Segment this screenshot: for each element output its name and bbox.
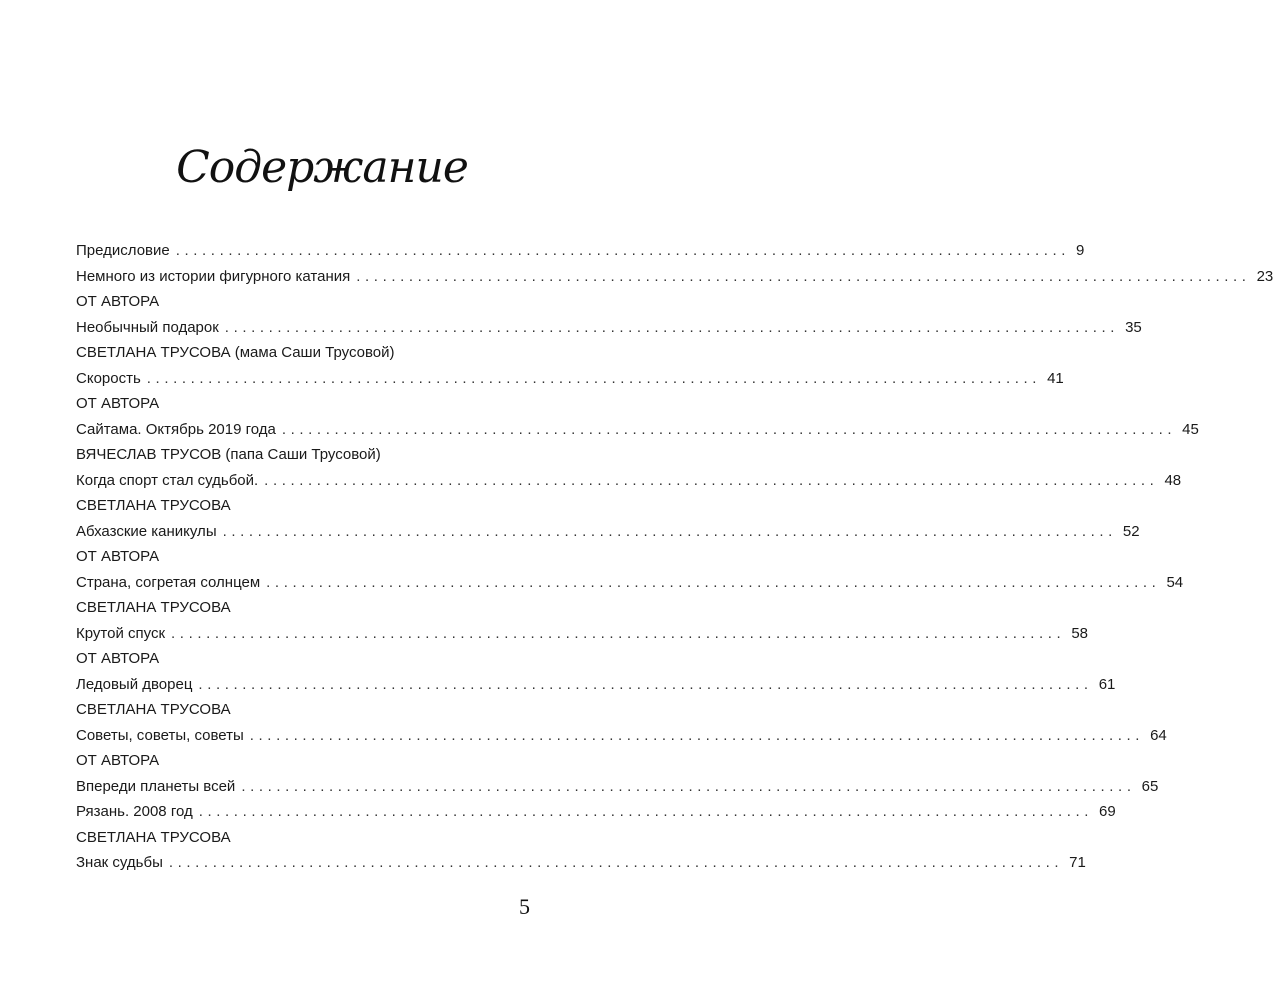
dot-leader: ...................................................................................................... <box>198 803 1094 820</box>
dot-leader: ...................................................................................................... <box>222 522 1117 540</box>
toc-entry[interactable] <box>76 315 1142 341</box>
toc-entry-title: Знак судьбы <box>76 854 163 871</box>
toc-entry-page: 58 <box>1071 624 1089 642</box>
dot-leader: ...................................................................................................... <box>249 726 1145 744</box>
toc-section <box>76 825 1086 876</box>
toc-section <box>76 544 1184 595</box>
toc-section <box>76 340 1064 391</box>
toc-entry-title: Сайтама. Октябрь 2019 года <box>76 420 276 438</box>
toc-section-heading: ОТ АВТОРА <box>76 395 160 412</box>
toc-entry[interactable] <box>76 468 1182 494</box>
dot-leader: ...................................................................................................... <box>224 318 1120 336</box>
toc-entry[interactable] <box>76 723 1167 749</box>
toc-entry[interactable] <box>76 264 1273 290</box>
toc-entry-title: Когда спорт стал судьбой. <box>76 471 259 489</box>
toc-entry-title: Советы, советы, советы <box>76 726 244 744</box>
toc-entry-title: Необычный подарок <box>76 318 219 336</box>
toc-section <box>76 646 1116 697</box>
page-number: 5 <box>519 894 530 919</box>
dot-leader: ...................................................................................................... <box>356 267 1251 285</box>
toc-section <box>76 595 1089 646</box>
toc-entry-title: Крутой спуск <box>76 624 166 642</box>
toc-entry-page: 65 <box>1141 777 1159 795</box>
toc-entry-title: Немного из истории фигурного катания <box>76 267 351 285</box>
toc-entry-page: 9 <box>1076 242 1085 259</box>
toc-entry[interactable] <box>76 850 1086 876</box>
dot-leader: ...................................................................................................... <box>168 854 1064 871</box>
toc-entry[interactable] <box>76 799 1116 825</box>
toc-section-heading: СВЕТЛАНА ТРУСОВА <box>76 828 231 846</box>
toc-section <box>76 748 1159 825</box>
toc-entry-title: Абхазские каникулы <box>76 522 217 540</box>
dot-leader: ...................................................................................................... <box>171 624 1066 642</box>
page-title: Содержание <box>176 142 468 193</box>
toc-section <box>76 289 1142 340</box>
toc-section-heading: СВЕТЛАНА ТРУСОВА <box>76 497 231 514</box>
toc-entry-page: 23 <box>1256 267 1273 285</box>
toc-section-heading: ВЯЧЕСЛАВ ТРУСОВ (папа Саши Трусовой) <box>76 446 381 463</box>
toc-section-heading: СВЕТЛАНА ТРУСОВА <box>76 701 231 718</box>
toc-section-heading: ОТ АВТОРА <box>76 650 160 667</box>
toc-entry-page: 45 <box>1182 420 1199 438</box>
toc-entry-page: 48 <box>1164 471 1182 489</box>
toc-section-heading: ОТ АВТОРА <box>76 293 160 310</box>
dot-leader: ...................................................................................................... <box>175 242 1071 259</box>
toc-section-heading: СВЕТЛАНА ТРУСОВА (мама Саши Трусовой) <box>76 344 395 361</box>
toc-entry-title: Рязань. 2008 год <box>76 803 193 820</box>
dot-leader: ...................................................................................................... <box>241 777 1136 795</box>
toc-entry-title: Ледовый дворец <box>76 675 193 693</box>
dot-leader: ...................................................................................................... <box>198 675 1093 693</box>
toc-entry[interactable] <box>76 417 1199 443</box>
dot-leader: ...................................................................................................... <box>264 471 1159 489</box>
toc-entry-title: Предисловие <box>76 242 170 259</box>
toc-section <box>76 238 1273 289</box>
toc-entry[interactable] <box>76 672 1116 698</box>
toc-section <box>76 493 1140 544</box>
toc-entry[interactable] <box>76 621 1089 647</box>
table-of-contents <box>76 238 1273 876</box>
toc-entry-title: Впереди планеты всей <box>76 777 236 795</box>
toc-entry[interactable] <box>76 519 1140 545</box>
toc-entry-page: 61 <box>1098 675 1116 693</box>
toc-section-heading: ОТ АВТОРА <box>76 752 160 769</box>
toc-entry-page: 54 <box>1166 573 1184 591</box>
toc-entry[interactable] <box>76 366 1064 392</box>
toc-entry-page: 64 <box>1150 726 1167 744</box>
toc-entry[interactable] <box>76 570 1184 596</box>
toc-section-heading: СВЕТЛАНА ТРУСОВА <box>76 599 231 616</box>
toc-section <box>76 391 1199 442</box>
toc-section-heading: ОТ АВТОРА <box>76 548 160 565</box>
toc-entry-page: 69 <box>1099 803 1116 820</box>
toc-entry-page: 35 <box>1125 318 1142 336</box>
toc-entry-page: 52 <box>1122 522 1140 540</box>
toc-entry-title: Страна, согретая солнцем <box>76 573 261 591</box>
toc-section <box>76 697 1167 748</box>
toc-entry-page: 71 <box>1069 854 1086 871</box>
toc-entry-page: 41 <box>1047 369 1064 387</box>
toc-entry[interactable] <box>76 774 1159 800</box>
dot-leader: ...................................................................................................... <box>281 420 1177 438</box>
dot-leader: ...................................................................................................... <box>266 573 1161 591</box>
toc-section <box>76 442 1182 493</box>
toc-entry[interactable] <box>76 238 1085 264</box>
toc-entry-title: Скорость <box>76 369 141 387</box>
dot-leader: ...................................................................................................... <box>146 369 1042 387</box>
